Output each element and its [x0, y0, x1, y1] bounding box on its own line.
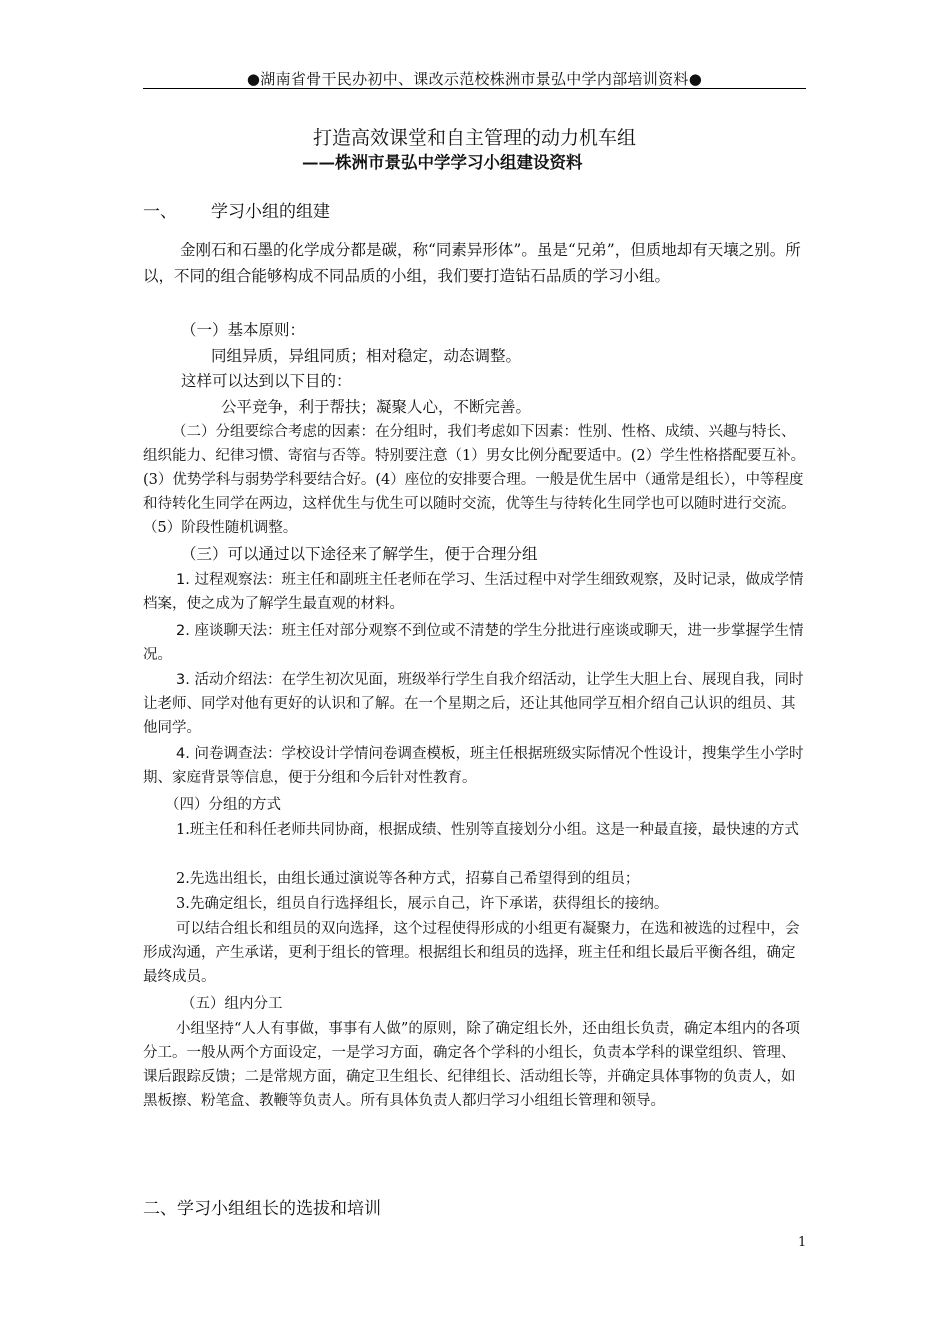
- way-item-2: 2.先选出组长，由组长通过演说等各种方式，招募自己希望得到的组员；: [176, 871, 640, 887]
- method-item-observation: [143, 568, 806, 616]
- method-label: 1. 过程观察法：: [176, 572, 282, 588]
- way-item-3: 3.先确定组长，组员自行选择组长，展示自己，许下承诺，获得组长的接纳。: [176, 896, 669, 912]
- page-number: 1: [798, 1235, 807, 1250]
- method-text: 学校设计学情问卷调查模板，班主任根据班级实际情况个性设计，搜集学生小学时期、家庭背景等信息，便于分组和今后针对性教育。: [143, 746, 804, 786]
- document-subtitle: ——株洲市景弘中学学习小组建设资料: [302, 153, 583, 172]
- page-header: ●湖南省骨干民办初中、课改示范校株洲市景弘中学内部培训资料●: [246, 70, 703, 88]
- principle-text: 同组异质，异组同质；相对稳定，动态调整。: [211, 347, 522, 365]
- way-item-1: 1.班主任和科任老师共同协商，根据成绩、性别等直接划分小组。这是一种最直接，最快速的方式: [176, 822, 799, 838]
- goal-lead: 这样可以达到以下目的：: [181, 372, 352, 390]
- header-rule: [143, 88, 806, 89]
- goal-text: 公平竞争，利于帮扶；凝聚人心，不断完善。: [221, 398, 532, 416]
- method-item-chat: [143, 619, 806, 667]
- factors-paragraph: （二）分组要综合考虑的因素：在分组时，我们考虑如下因素：性别、性格、成绩、兴趣与特长、组织能力、纪律习惯、寄宿与否等。特别要注意（1）男女比例分配要适中。(2）学生性格搭配要互补。(3）优势学科与弱势学科要结合好。(4）座位的安排要合理。一般是优生居中（通常是组长），中等程度和待转化生同学在两边，这样优生与优生可以随时交流，优等生与待转化生同学也可以随时进行交流。（5）阶段性随机调整。: [143, 424, 806, 536]
- method-text: 班主任对部分观察不到位或不清楚的学生分批进行座谈或聊天，进一步掌握学生情况。: [143, 623, 804, 663]
- principle-heading: （一）基本原则：: [181, 321, 306, 339]
- section-1-heading: [143, 197, 330, 222]
- method-label: 4. 问卷调查法：: [176, 746, 282, 762]
- section-1-number: 一、: [143, 202, 177, 222]
- section-1-title: 学习小组的组建: [211, 202, 330, 222]
- document-title: 打造高效课堂和自主管理的动力机车组: [312, 127, 636, 149]
- section-2-heading: 二、学习小组组长的选拔和培训: [143, 1199, 381, 1219]
- division-heading: （五）组内分工: [181, 996, 283, 1012]
- ways-note: 可以结合组长和组员的双向选择，这个过程使得形成的小组更有凝聚力，在选和被选的过程中，会形成沟通，产生承诺，更利于组长的管理。根据组长和组员的选择，班主任和组长最后平衡各组，确定最终成员。: [143, 921, 800, 985]
- methods-heading: （三）可以通过以下途径来了解学生，便于合理分组: [181, 545, 538, 563]
- method-label: 3. 活动介绍法：: [176, 672, 282, 688]
- method-text: 班主任和副班主任老师在学习、生活过程中对学生细致观察，及时记录，做成学情档案，使之成为了解学生最直观的材料。: [143, 572, 804, 612]
- method-item-survey: [143, 742, 806, 790]
- ways-heading: （四）分组的方式: [165, 797, 281, 813]
- intro-paragraph: 金刚石和石墨的化学成分都是碳，称“同素异形体”。虽是“兄弟”，但质地却有天壤之别。所以，不同的组合能够构成不同品质的小组，我们要打造钻石品质的学习小组。: [143, 241, 801, 285]
- division-paragraph: 小组坚持“人人有事做，事事有人做”的原则，除了确定组长外，还由组长负责，确定本组内的各项分工。一般从两个方面设定，一是学习方面，确定各个学科的小组长，负责本学科的课堂组织、管理、课后跟踪反馈；二是常规方面，确定卫生组长、纪律组长、活动组长等，并确定具体事物的负责人，如黑板擦、粉笔盒、教鞭等负责人。所有具体负责人都归学习小组组长管理和领导。: [143, 1021, 800, 1109]
- method-item-activity: [143, 668, 806, 740]
- method-label: 2. 座谈聊天法：: [176, 623, 282, 639]
- method-text: 在学生初次见面，班级举行学生自我介绍活动，让学生大胆上台、展现自我，同时让老师、同学对他有更好的认识和了解。在一个星期之后，还让其他同学互相介绍自己认识的组员、其他同学。: [143, 672, 804, 736]
